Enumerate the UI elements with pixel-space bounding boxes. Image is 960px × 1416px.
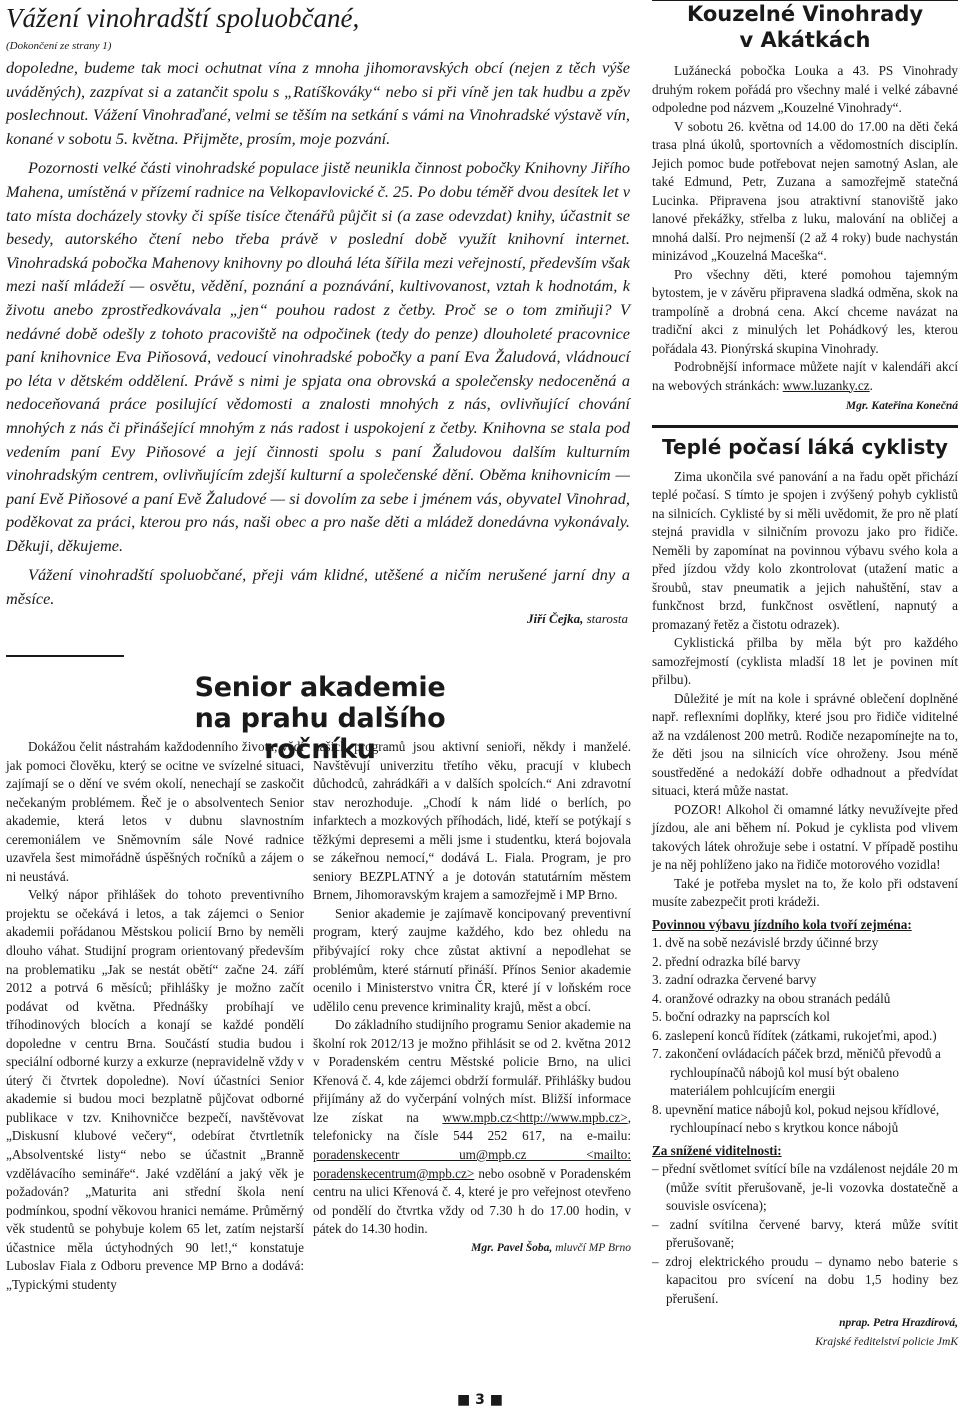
cyklo-paragraph: Zima ukončila své panování a na řadu opět přichází teplé počasí. S tímto je spojen i zvýšený pohyb cyklistů na silnicích. Cyklisté by si měli uvědomit, že pro ně platí stejná pravidla v silničním provozu jako pro řidiče. Neměli by zapomínat na povinnou výbavu svého kola a před jízdou vždy kolo zkontrolovat (utažení matic a šroubů, stav pneumatik a jejich nahuštění, stav a funkčnost brzd, funkčnost osvětlení, napnutý a promazaný řetěz a čistotu odrazek). bbox=[652, 468, 958, 632]
cyklo-paragraph: Cyklistická přilba by měla být pro každého samozřejmostí (cyklista mladší 18 let je povinen mít přilbu). bbox=[652, 635, 958, 687]
cyklo-title: Teplé počasí láká cyklisty bbox=[662, 434, 948, 459]
luzanky-link[interactable]: www.luzanky.cz bbox=[782, 377, 870, 393]
letter-paragraph: dopoledne, budeme tak moci ochutnat vína z mnoha jihomoravských obcí (nejen z těch výše uváděných), zazpívat si a zatančit spolu s „Ratíškováky“ nebo si při víně jen tak hudbu a zpěv poslechnout. Vážení Vinohraďané, velmi se těším na setkání s vámi na Vinohradské výstavě vín, konané v sobotu 5. května. Přijměte, prosím, moje pozvání. bbox=[6, 58, 630, 148]
page-number: ■ 3 ■ bbox=[457, 1392, 503, 1408]
section-rule bbox=[6, 655, 124, 657]
letter-heading: Vážení vinohradští spoluobčané, bbox=[6, 3, 360, 33]
continued-note: (Dokončení ze strany 1) bbox=[6, 40, 112, 52]
letter-column bbox=[6, 0, 630, 627]
kouzelne-title-line: Kouzelné Vinohrady bbox=[686, 2, 924, 26]
cyklo-paragraph: Také je potřeba myslet na to, že kolo při odstavení musíte zabezpečit proti krádeži. bbox=[652, 875, 958, 909]
list-item: – zdroj elektrického proudu – dynamo nebo baterie s kapacitou pro svícení na dobu 1,5 hodiny bez přerušení. bbox=[652, 1253, 958, 1306]
list-item: – přední světlomet svítící bíle na vzdálenost nejdále 20 m (může svítit přerušovaně, je-li vozovka dostatečně a souvisle osvícena); bbox=[652, 1161, 958, 1213]
letter-signature bbox=[6, 611, 630, 627]
kouzelne-author: Mgr. Kateřina Konečná bbox=[845, 400, 958, 412]
kouzelne-paragraph: Pro všechny děti, které pomohou tajemným bytostem, je v závěru připravena sladká odměna, skok na trampolíně a drobná cena. Akcí chceme navázat na tradiční akci z minulých let Pohádkový les, kterou pořádala 43. Pionýrská skupina Vinohrady. bbox=[652, 266, 958, 356]
list-item: – zadní svítilna červené barvy, která může svítit přerušovaně; bbox=[652, 1216, 958, 1250]
list-item: 3. zadní odrazka červené barvy bbox=[652, 972, 817, 987]
kouzelne-paragraph: Podrobnější informace můžete najít v kalendáři akcí na webových stránkách: www.luzanky.cz. bbox=[652, 359, 958, 393]
signature-name: Jiří Čejka, bbox=[526, 610, 584, 626]
cyklo-author: nprap. Petra Hrazdírová, bbox=[839, 1317, 958, 1329]
cyklo-paragraph: Důležité je mít na kole i správné oblečení doplněné např. reflexními doplňky, které jsou pro řidiče viditelné až na vzdálenost 200 metrů. Rodiče nezapomínejte na to, že děti jsou na silnicích více ohroženy. Jsou méně soustředěné a nedokáží dobře odhadnout a předvídat situaci, která může nastat. bbox=[652, 690, 958, 798]
list-item: 8. upevnění matice nábojů kol, pokud nejsou křídlové, rychloupínací nebo s krytkou konce nábojů bbox=[652, 1101, 940, 1135]
website-link[interactable]: www.mpb.cz<http://www.mpb.cz> bbox=[442, 1109, 628, 1125]
letter-paragraph: Pozornosti velké části vinohradské populace jistě neunikla činnost pobočky Knihovny Jiřího Mahena, umístěná v přízemí radnice na Velkopavlovické č. 25. Po dobu téměř dvou desítek let v tato místa docházely stovky či spíše tisíce čtenářů půjčit si (a zase odevzdat) knihy, účastnit se besedy, autorského čtení nebo třeba právě v poslední době využít knihovní internet. Vinohradská pobočka Mahenovy knihovny po dlouhá léta šířila mezi veřejností, především však mezi naší mládeží — osvětu, vědění, poznání a poznávání, kultivovanost, vztah k hodnotám, k životu anebo zprostředkovávala „jen“ pouhou radost z četby. Proč se o tom zmiňuji? V nedávné době odešly z tohoto pracoviště na odpočinek (tedy do penze) dlouholeté pracovnice paní knihovnice Eva Piňosová, vedoucí vinohradské pobočky a paní Eva Žaludová, vládnoucí po léta v dětském oddělení. Právě s nimi je spjata ona obrovská a společensky nedoceněná a nedoceňovaná práce posilující vědomosti a znalosti mnohých z nás, ovlivňující chování mnohých z nás či přinášející mnohým z nás radost i uspokojení z četby. Knihovna se stala pod vedením paní Evy Piňosové a její činnosti spolu s paní Žaludovou dalším kulturním vinohradským centrem, ovlivňujícím zdejší kulturní a společenské dění. Oběma knihovnicím — paní Evě Piňosové a paní Evě Žaludové — si dovolím za sebe i jménem vás, obyvatel Vinohrad, poděkovat za práci, kterou pro nás, naši obec a pro naše děti a mládež donedávna vykonávaly. Děkuji, děkujeme. bbox=[6, 158, 630, 555]
visibility-heading: Za snížené viditelnosti: bbox=[652, 1142, 782, 1158]
right-column bbox=[652, 0, 958, 1351]
senior-title-line: Senior akademie bbox=[194, 672, 446, 703]
cyklo-author-role: Krajské ředitelství policie JmK bbox=[815, 1335, 958, 1348]
senior-paragraph: našich programů jsou aktivní senioři, někdy i manželé. Navštěvují univerzitu třetího věku, pracují v klubech důchodců, zahrádkáři a v dalších spolcích.“ Ani zdravotní stav nerozhoduje. „Chodí k nám lidé o berlích, po infarktech a mozkových příhodách, lidé, kteří se potýkají s těžkými depresemi a měli jsme i studentku, která bojovala se zákeřnou nemocí,“ dodává L. Fiala. Program, je pro seniory BEZPLATNÝ a je dotován statutárním městem Brnem, Jihomoravským krajem a samozřejmě i MP Brno. bbox=[313, 739, 631, 903]
list-item: 6. zaslepení konců řídítek (zátkami, rukojeťmi, apod.) bbox=[652, 1027, 937, 1043]
kouzelne-paragraph: V sobotu 26. května od 14.00 do 17.00 na děti čeká trasa plná úkolů, sportovních a vědomostních disciplín. Jejich pomoc bude potřebovat nejen samotný Aslan, ale také Edmund, Petr, Zuzana a samozřejmě statečná Lucinka. Připravena jsou atraktivní stanoviště jako lanové překážky, střelba z luku, malování na obličej a mnohá další. Pro nejmenší (2 až 4 roky) bude nachystán minizávod „Kouzelná Maceška“. bbox=[652, 118, 958, 263]
list-item: 5. boční odrazky na paprscích kol bbox=[652, 1009, 830, 1024]
senior-paragraph: Velký nápor přihlášek do tohoto preventivního projektu se očekává i letos, a tak zájemci o Senior akademii pořádanou Městskou policií Brno by neměli dlouho váhat. Studijní program orientovaný především na problematiku „Jak se nestát obětí“ začne 24. září 2012 a potrvá 6 měsíců; přihlášky je možno začít podávat od května. Přednášky probíhají ve tříhodinových blocích a konají se každé pondělí dopoledne v centru Brna. Součástí studia budou i speciální odborné kurzy a exkurze (nepravidelně vždy v úterý či čtvrtek dopoledne). Noví účastníci Senior akademie si budou moci bezplatně půjčovat odborné publikace v tzv. Knihovničce bezpečí, navštěvovat „Diskusní klubové večery“, odebírat čtvrtletník „Absolventské listy“ nebo se účastnit „Branně vzdělávacího semináře“. Jaké vzdělání a jaký věk je požadován? „Maturita ani střední škola není podmínkou, spodní věkovou hranici nemáme. Průměrný věk studentů se pohybuje kolem 65 let, zatím nejstarší účastnice měla úctyhodných 90 let!,“ konstatuje Luboslav Fiala z Odboru prevence MP Brno a dodává: „Typickými studenty bbox=[6, 887, 304, 1292]
list-item: 2. přední odrazka bílé barvy bbox=[652, 953, 801, 969]
senior-paragraph: Dokážou čelit nástrahám každodenního života, vědí jak pomoci člověku, který se ocitne ve svízelné situaci, zajímají se o dění ve svém okolí, nenechají se zaskočit nečekaným problémem. Řeč je o absolventech Senior akademie, která letos v dubnu slavnostním ceremoniálem ve Sněmovním sále Nové radnice uzavřela šest mimořádně úspěšných ročníků a zájem o ni neustává. bbox=[6, 739, 304, 884]
visibility-list bbox=[652, 1160, 958, 1308]
section-rule bbox=[652, 425, 958, 428]
equipment-heading: Povinnou výbavu jízdního kola tvoří zejména: bbox=[652, 916, 912, 932]
email-link[interactable]: poradenskecentr um@mpb.cz <mailto: poradenskecentrum@mpb.cz> bbox=[313, 1147, 631, 1181]
kouzelne-title bbox=[652, 1, 958, 53]
list-item: 7. zakončení ovládacích páček brzd, měničů převodů a rychloupínačů nábojů kol musí být obaleno materiálem pohlcujícím energii bbox=[652, 1046, 941, 1098]
signature-role: starosta bbox=[583, 610, 628, 626]
letter-paragraph: Vážení vinohradští spoluobčané, přeji vám klidné, utěšené a ničím nerušené jarní dny a měsíce. bbox=[6, 565, 630, 609]
list-item: 1. dvě na sobě nezávislé brzdy účinné brzy bbox=[652, 935, 879, 950]
senior-column-2 bbox=[313, 738, 631, 1257]
senior-title-line: na prahu dalšího ročníku bbox=[194, 703, 446, 765]
senior-paragraph: Senior akademie je zajímavě koncipovaný preventivní program, který zaujme každého, kdo bez ohledu na přibývající roky chce zůstat aktivní a nepodlehat se problémům, které stárnutí přináší. Přínos Senior akademie ocenilo i Ministerstvo vnitra ČR, které jí v loňském roce udělilo cenu prevence kriminality krajů, měst a obcí. bbox=[313, 905, 631, 1014]
senior-author: Mgr. Pavel Šoba, mluvčí MP Brno bbox=[471, 1241, 631, 1254]
kouzelne-paragraph: Lužánecká pobočka Louka a 43. PS Vinohrady druhým rokem pořádá pro všechny malé i velké zábavné odpoledne pod názvem „Kouzelné Vinohrady“. bbox=[652, 63, 958, 115]
cyklo-paragraph: POZOR! Alkohol či omamné látky nevužívejte před jízdou, ale ani během ní. Pokud je cyklista pod vlivem takových látek ohrožuje sebe i ostatní. V případě postihu je na něj pohlíženo jako na řidiče motorového vozidla! bbox=[652, 801, 958, 872]
kouzelne-title-line: v Akátkách bbox=[739, 28, 871, 52]
list-item: 4. oranžové odrazky na obou stranách pedálů bbox=[652, 990, 891, 1006]
equipment-list bbox=[652, 934, 958, 1138]
senior-paragraph: Do základního studijního programu Senior akademie na školní rok 2012/13 je možno přihlásit se od 2. května 2012 v Poradenském centru Městské policie Brno, na ulici Křenová č. 4, kde zájemci obdrží formulář. Přihlášky budou přijímány až do vyčerpání volných míst. Bližší informace lze získat na www.mpb.cz<http://www.mpb.cz>, telefonicky na čísle 544 252 617, na e-mailu: poradenskecentr um@mpb.cz <mailto: poradenskecentrum@mpb.cz> nebo osobně v Poradenském centru na ulici Křenová č. 4, které je pro veřejnost otevřeno od pondělí do čtvrtka vždy od 7.30 h do 17.00 hodin, v pátek do 14.30 hodin. bbox=[313, 1017, 631, 1237]
senior-column-1 bbox=[6, 738, 304, 1294]
